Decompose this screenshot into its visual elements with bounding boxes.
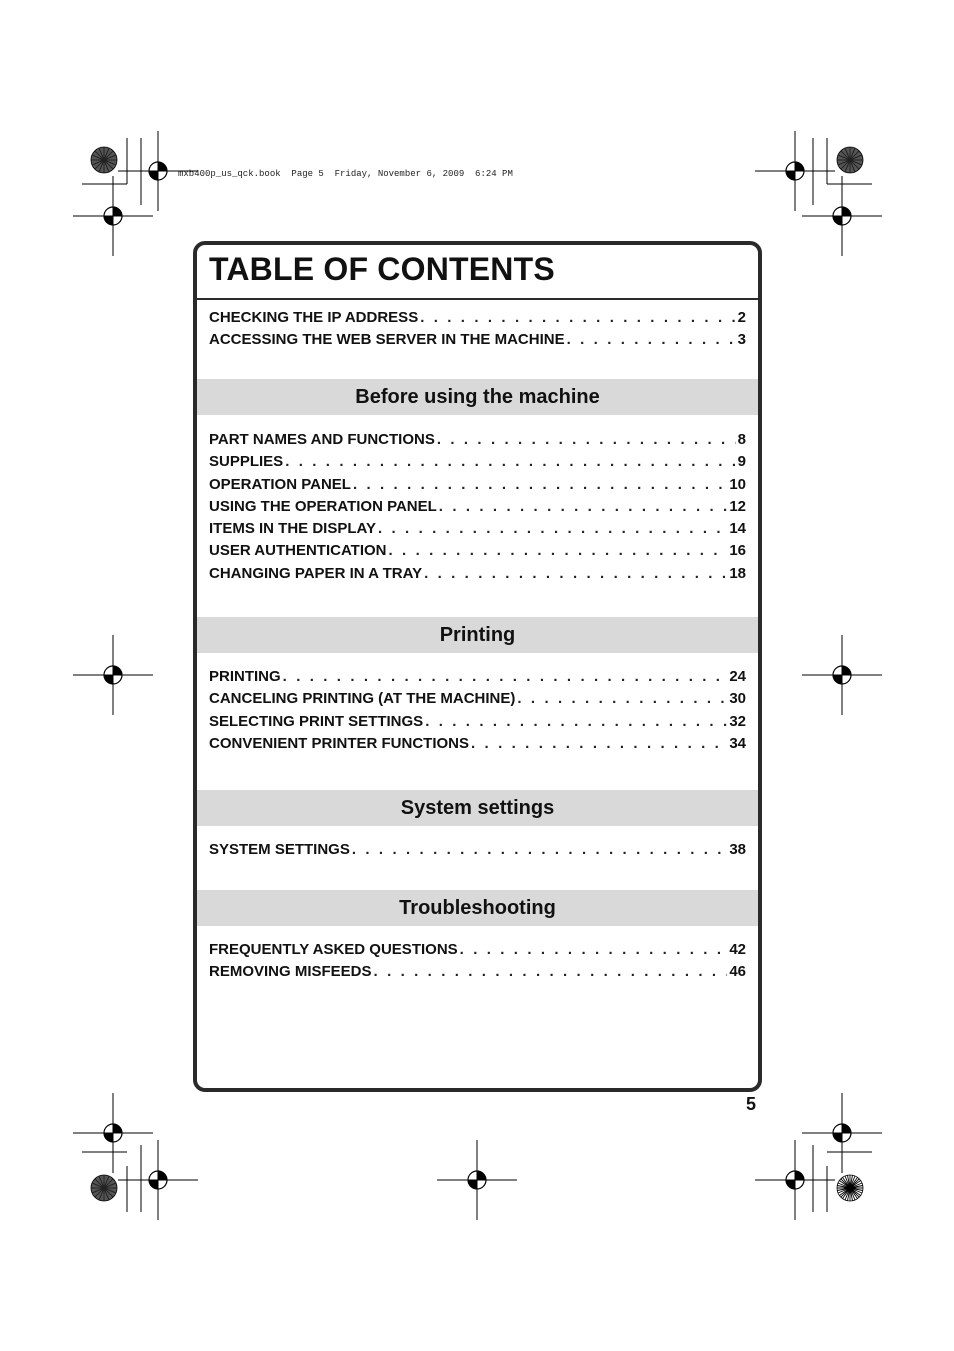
section-heading-printing: Printing — [197, 617, 758, 653]
toc-entry[interactable] — [209, 451, 746, 473]
leader-dots — [283, 666, 728, 688]
toc-entry-label: SUPPLIES — [209, 453, 284, 471]
toc-entry[interactable] — [209, 733, 746, 755]
intro-entries — [209, 307, 746, 352]
toc-entry-page: 24 — [729, 668, 746, 685]
leader-dots — [517, 688, 727, 710]
toc-entry[interactable] — [209, 540, 746, 562]
section-heading-troubleshooting: Troubleshooting — [197, 890, 758, 926]
toc-entry-page: 3 — [737, 331, 746, 349]
toc-entry-label: REMOVING MISFEEDS — [209, 963, 372, 981]
title-divider — [197, 298, 758, 300]
toc-entry[interactable] — [209, 474, 746, 496]
leader-dots — [567, 329, 736, 351]
toc-entry-label: OPERATION PANEL — [209, 475, 351, 493]
leader-dots — [352, 839, 727, 861]
leader-dots — [425, 711, 727, 733]
toc-entry-page: 9 — [737, 453, 746, 471]
leader-dots — [424, 563, 727, 585]
toc-entry[interactable] — [209, 496, 746, 518]
toc-entry-page: 2 — [737, 309, 746, 326]
section-heading-system-settings: System settings — [197, 790, 758, 826]
toc-entry[interactable] — [209, 688, 746, 710]
toc-entry-page: 14 — [729, 520, 746, 538]
toc-entry-label: ITEMS IN THE DISPLAY — [209, 520, 376, 538]
toc-entry-label: PRINTING — [209, 668, 281, 685]
toc-entry[interactable] — [209, 666, 746, 688]
toc-entry-label: CHECKING THE IP ADDRESS — [209, 309, 419, 326]
leader-dots — [460, 939, 728, 961]
print-header-line: mxb400p_us_qck.book Page 5 Friday, November 6, 2009 6:24 PM — [178, 169, 513, 179]
section-entries-system-settings — [209, 839, 746, 861]
toc-entry-page: 8 — [737, 431, 746, 448]
toc-entry-label: CHANGING PAPER IN A TRAY — [209, 564, 423, 582]
leader-dots — [471, 733, 727, 755]
toc-entry[interactable] — [209, 839, 746, 861]
toc-entry[interactable] — [209, 307, 746, 329]
toc-entry[interactable] — [209, 563, 746, 585]
toc-entry[interactable] — [209, 429, 746, 451]
leader-dots — [437, 429, 736, 451]
leader-dots — [378, 518, 727, 540]
toc-entry-page: 38 — [729, 841, 746, 858]
toc-entry-label: ACCESSING THE WEB SERVER IN THE MACHINE — [209, 331, 565, 349]
toc-entry-page: 30 — [729, 690, 746, 708]
toc-entry-page: 16 — [729, 542, 746, 560]
toc-entry[interactable] — [209, 939, 746, 961]
page-title: TABLE OF CONTENTS — [209, 251, 555, 287]
leader-dots — [389, 540, 728, 562]
toc-entry-label: SELECTING PRINT SETTINGS — [209, 712, 424, 730]
toc-entry-page: 42 — [729, 941, 746, 958]
toc-entry-page: 18 — [729, 564, 746, 582]
toc-entry-label: CONVENIENT PRINTER FUNCTIONS — [209, 734, 470, 752]
section-entries-before-using — [209, 429, 746, 585]
section-heading-before-using: Before using the machine — [197, 379, 758, 415]
toc-entry-label: USER AUTHENTICATION — [209, 542, 387, 560]
section-entries-troubleshooting — [209, 939, 746, 984]
toc-entry-page: 34 — [729, 734, 746, 752]
toc-entry[interactable] — [209, 961, 746, 983]
toc-entry-label: SYSTEM SETTINGS — [209, 841, 350, 858]
toc-entry-page: 32 — [729, 712, 746, 730]
page-number: 5 — [746, 1094, 757, 1114]
toc-entry[interactable] — [209, 711, 746, 733]
leader-dots — [285, 451, 735, 473]
toc-entry-page: 46 — [729, 963, 746, 981]
leader-dots — [353, 474, 727, 496]
toc-entry-page: 10 — [729, 475, 746, 493]
toc-box — [193, 241, 762, 1092]
toc-entry[interactable] — [209, 518, 746, 540]
toc-entry-label: PART NAMES AND FUNCTIONS — [209, 431, 435, 448]
leader-dots — [374, 961, 728, 983]
toc-entry-label: USING THE OPERATION PANEL — [209, 497, 437, 515]
toc-entry-label: CANCELING PRINTING (AT THE MACHINE) — [209, 690, 516, 708]
toc-entry[interactable] — [209, 329, 746, 351]
leader-dots — [420, 307, 735, 329]
section-entries-printing — [209, 666, 746, 755]
leader-dots — [439, 496, 728, 518]
toc-entry-label: FREQUENTLY ASKED QUESTIONS — [209, 941, 458, 958]
toc-entry-page: 12 — [729, 497, 746, 515]
